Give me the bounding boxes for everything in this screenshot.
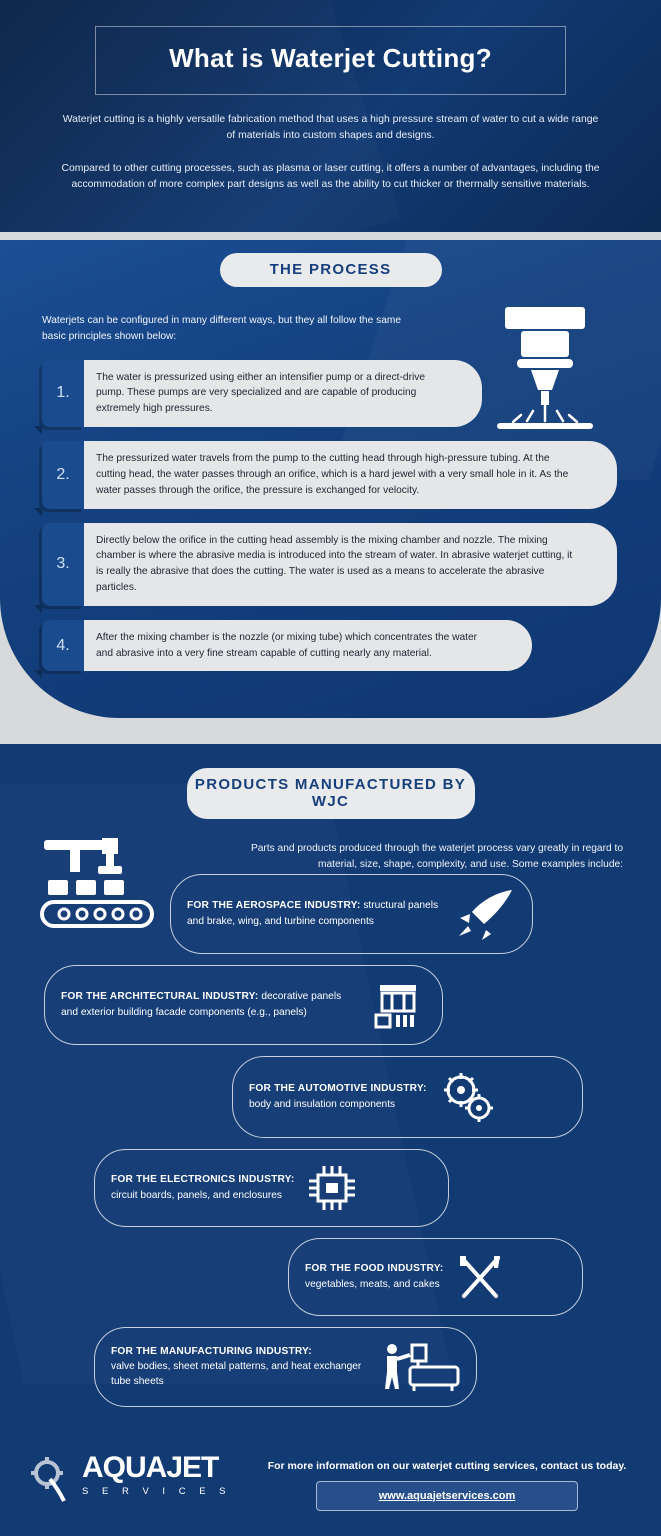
step-number: 1.	[42, 360, 84, 427]
logo-subtitle: S E R V I C E S	[82, 1486, 232, 1497]
product-detail: valve bodies, sheet metal patterns, and heat exchanger tube sheets	[111, 1360, 362, 1388]
logo-accent: JET	[166, 1451, 219, 1484]
logo-main: AQUA	[82, 1451, 167, 1484]
list-item	[288, 1238, 583, 1316]
process-section	[0, 232, 661, 744]
product-detail: vegetables, meats, and cakes	[305, 1278, 440, 1290]
process-step	[42, 441, 661, 508]
title-box	[95, 26, 566, 95]
website-link[interactable]: www.aquajetservices.com	[316, 1481, 578, 1511]
product-detail: body and insulation components	[249, 1098, 396, 1110]
chip-icon	[305, 1163, 359, 1213]
gears-icon	[437, 1070, 497, 1124]
company-logo	[30, 1449, 245, 1521]
product-detail: structural panels and brake, wing, and turbine components	[187, 900, 439, 927]
gear-logo-icon	[30, 1455, 76, 1505]
step-text: Directly below the orifice in the cutting head assembly is the mixing chamber and nozzle. The mixing chamber is where the abrasive media is introduced into the stream of water. In abrasive waterjet cutting, it is really the abrasive that does the cutting. The water is used as a means to accelerate the abrasive particles.	[84, 523, 617, 606]
contact-cta: For more information on our waterjet cutting services, contact us today.	[267, 1459, 627, 1472]
list-item	[170, 874, 533, 954]
waterjet-nozzle-icon	[487, 305, 603, 445]
hero-paragraph-2: Compared to other cutting processes, such as plasma or laser cutting, it offers a number of advantages, including the accommodation of more complex part designs as well as the ability to cut thicker or thermally sensitive materials.	[61, 163, 600, 191]
process-heading: THE PROCESS	[220, 253, 442, 287]
list-item	[94, 1149, 449, 1227]
step-text: The pressurized water travels from the pump to the cutting head through high-pressure tubing. At the cutting head, the water passes through an orifice, which is a hard jewel with a very small hole in it. As the water passes through the orifice, the pressure is exchanged for velocity.	[84, 441, 617, 508]
list-item	[94, 1327, 477, 1407]
step-number: 4.	[42, 620, 84, 672]
step-number: 2.	[42, 441, 84, 508]
fork-knife-icon	[454, 1252, 506, 1302]
worker-machine-icon	[380, 1341, 460, 1393]
products-heading: PRODUCTS MANUFACTURED BY WJC	[187, 768, 475, 819]
footer	[0, 1434, 661, 1536]
process-panel	[0, 240, 661, 718]
step-text: After the mixing chamber is the nozzle (or mixing tube) which concentrates the water and abrasive into a very fine stream capable of cutting nearly any material.	[84, 620, 532, 672]
products-intro: Parts and products produced through the waterjet process vary greatly in regard to material, size, shape, complexity, and use. Some examples include:	[250, 843, 623, 871]
list-item	[44, 965, 443, 1045]
page-title: What is Waterjet Cutting?	[169, 43, 492, 73]
building-icon	[370, 979, 426, 1031]
product-label: FOR THE AEROSPACE INDUSTRY:	[187, 900, 361, 912]
list-item	[232, 1056, 583, 1138]
product-label: FOR THE ARCHITECTURAL INDUSTRY:	[61, 991, 259, 1003]
step-number: 3.	[42, 523, 84, 606]
product-label: FOR THE FOOD INDUSTRY:	[305, 1263, 444, 1275]
product-label: FOR THE AUTOMOTIVE INDUSTRY:	[249, 1083, 427, 1095]
hero-section	[0, 0, 661, 232]
product-detail: decorative panels and exterior building facade components (e.g., panels)	[61, 991, 342, 1018]
hero-paragraph-1: Waterjet cutting is a highly versatile fabrication method that uses a high pressure stream of water to cut a wide range of materials into custom shapes and designs.	[62, 114, 599, 142]
robot-arm-icon	[40, 836, 158, 946]
product-label: FOR THE ELECTRONICS INDUSTRY:	[111, 1174, 295, 1186]
step-text: The water is pressurized using either an intensifier pump or a direct-drive pump. These pumps are very specialized and are capable of producing extremely high pressures.	[84, 360, 482, 427]
process-step	[42, 523, 661, 606]
rocket-icon	[454, 888, 516, 940]
footer-contact	[263, 1460, 631, 1511]
product-detail: circuit boards, panels, and enclosures	[111, 1189, 283, 1201]
products-section	[0, 744, 661, 1434]
product-label: FOR THE MANUFACTURING INDUSTRY:	[111, 1345, 312, 1357]
process-step	[42, 620, 661, 672]
process-intro: Waterjets can be configured in many different ways, but they all follow the same basic principles shown below:	[42, 315, 402, 343]
